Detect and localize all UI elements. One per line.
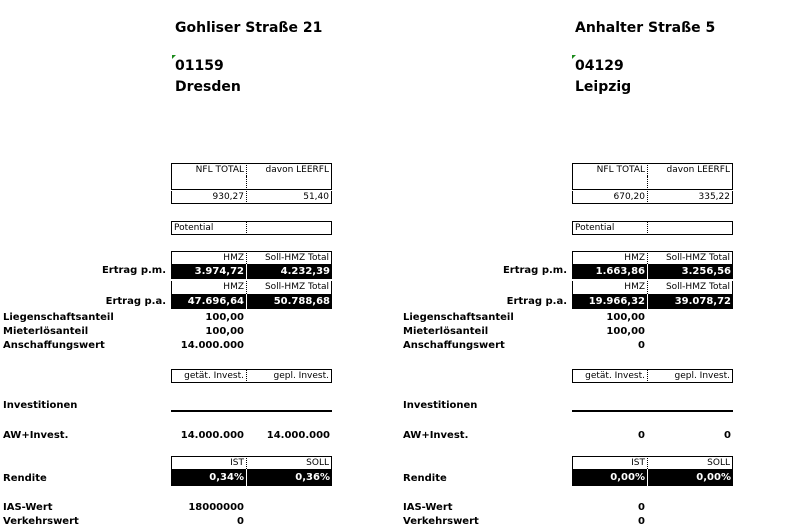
getaet-invest-header: getät. Invest. [171,369,246,383]
anschaffungswert-value[interactable]: 14.000.000 [180,340,244,351]
soll-hmz-header: Soll-HMZ Total [647,281,733,294]
ertrag-pm-soll[interactable]: 4.232,39 [247,264,332,279]
blank-cell[interactable] [171,176,246,190]
potential-label: Potential [171,221,246,235]
hmz-header: HMZ [171,251,246,264]
hmz-header: HMZ [572,251,647,264]
ist-header: IST [171,456,246,469]
rendite-ist[interactable]: 0,00% [572,469,647,486]
verkehrswert-label: Verkehrswert [3,516,79,527]
rendite-label: Rendite [403,473,447,484]
rendite-label: Rendite [3,473,47,484]
verkehrswert-value[interactable]: 0 [638,516,645,527]
ertrag-pa-soll[interactable]: 50.788,68 [247,294,332,309]
soll-hmz-header: Soll-HMZ Total [647,251,733,264]
rendite-soll[interactable]: 0,00% [648,469,733,486]
verkehrswert-value[interactable]: 0 [237,516,244,527]
nfl-total-header: NFL TOTAL [572,163,647,176]
mieterloesanteil-value[interactable]: 100,00 [606,326,645,337]
getaet-invest-header: getät. Invest. [572,369,647,383]
ertrag-pm-label: Ertrag p.m. [101,265,166,276]
investitionen-rule [171,410,332,412]
blank-cell[interactable] [647,176,733,190]
nfl-total-value[interactable]: 930,27 [171,191,246,204]
soll-hmz-header: Soll-HMZ Total [246,281,332,294]
ias-wert-label: IAS-Wert [3,502,53,513]
property-city: Dresden [175,79,241,95]
hmz-header: HMZ [171,281,246,294]
property-zip: 04129 [575,58,624,74]
anschaffungswert-label: Anschaffungswert [403,340,505,351]
blank-cell[interactable] [246,176,332,190]
aw-invest-label: AW+Invest. [403,430,469,441]
potential-value[interactable] [246,221,332,235]
gepl-invest-header: gepl. Invest. [647,369,733,383]
potential-label: Potential [572,221,647,235]
ias-wert-label: IAS-Wert [403,502,453,513]
liegenschaftsanteil-label: Liegenschaftsanteil [3,312,114,323]
aw-invest-label: AW+Invest. [3,430,69,441]
ist-header: IST [572,456,647,469]
soll-hmz-header: Soll-HMZ Total [246,251,332,264]
nfl-total-value[interactable]: 670,20 [572,191,647,204]
ertrag-pa-hmz[interactable]: 47.696,64 [171,294,246,309]
property-street: Anhalter Straße 5 [575,20,716,36]
nfl-total-header: NFL TOTAL [171,163,246,176]
liegenschaftsanteil-value[interactable]: 100,00 [205,312,244,323]
ertrag-pm-hmz[interactable]: 3.974,72 [171,264,246,279]
soll-header: SOLL [647,456,733,469]
ias-wert-value[interactable]: 18000000 [188,502,244,513]
leerfl-value[interactable]: 335,22 [647,191,733,204]
anschaffungswert-label: Anschaffungswert [3,340,105,351]
property-street: Gohliser Straße 21 [175,20,323,36]
hmz-header: HMZ [572,281,647,294]
mieterloesanteil-label: Mieterlösanteil [3,326,89,337]
investitionen-rule [572,410,733,412]
investitionen-label: Investitionen [3,400,78,411]
ertrag-pa-hmz[interactable]: 19.966,32 [572,294,647,309]
verkehrswert-label: Verkehrswert [403,516,479,527]
anschaffungswert-value[interactable]: 0 [638,340,645,351]
ertrag-pa-label: Ertrag p.a. [105,296,166,307]
investitionen-label: Investitionen [403,400,478,411]
aw-invest-getaet[interactable]: 14.000.000 [180,430,244,441]
ertrag-pm-hmz[interactable]: 1.663,86 [572,264,647,279]
aw-invest-gepl[interactable]: 14.000.000 [266,430,330,441]
mieterloesanteil-label: Mieterlösanteil [403,326,489,337]
rendite-soll[interactable]: 0,36% [247,469,332,486]
leerfl-header: davon LEERFL [647,163,733,176]
leerfl-value[interactable]: 51,40 [246,191,332,204]
mieterloesanteil-value[interactable]: 100,00 [205,326,244,337]
liegenschaftsanteil-label: Liegenschaftsanteil [403,312,514,323]
ertrag-pa-soll[interactable]: 39.078,72 [648,294,733,309]
aw-invest-gepl[interactable]: 0 [724,430,731,441]
soll-header: SOLL [246,456,332,469]
ertrag-pm-label: Ertrag p.m. [502,265,567,276]
blank-cell[interactable] [572,176,647,190]
ertrag-pm-soll[interactable]: 3.256,56 [648,264,733,279]
property-zip: 01159 [175,58,224,74]
rendite-ist[interactable]: 0,34% [171,469,246,486]
ias-wert-value[interactable]: 0 [638,502,645,513]
gepl-invest-header: gepl. Invest. [246,369,332,383]
potential-value[interactable] [647,221,733,235]
leerfl-header: davon LEERFL [246,163,332,176]
aw-invest-getaet[interactable]: 0 [638,430,645,441]
property-city: Leipzig [575,79,632,95]
liegenschaftsanteil-value[interactable]: 100,00 [606,312,645,323]
ertrag-pa-label: Ertrag p.a. [506,296,567,307]
